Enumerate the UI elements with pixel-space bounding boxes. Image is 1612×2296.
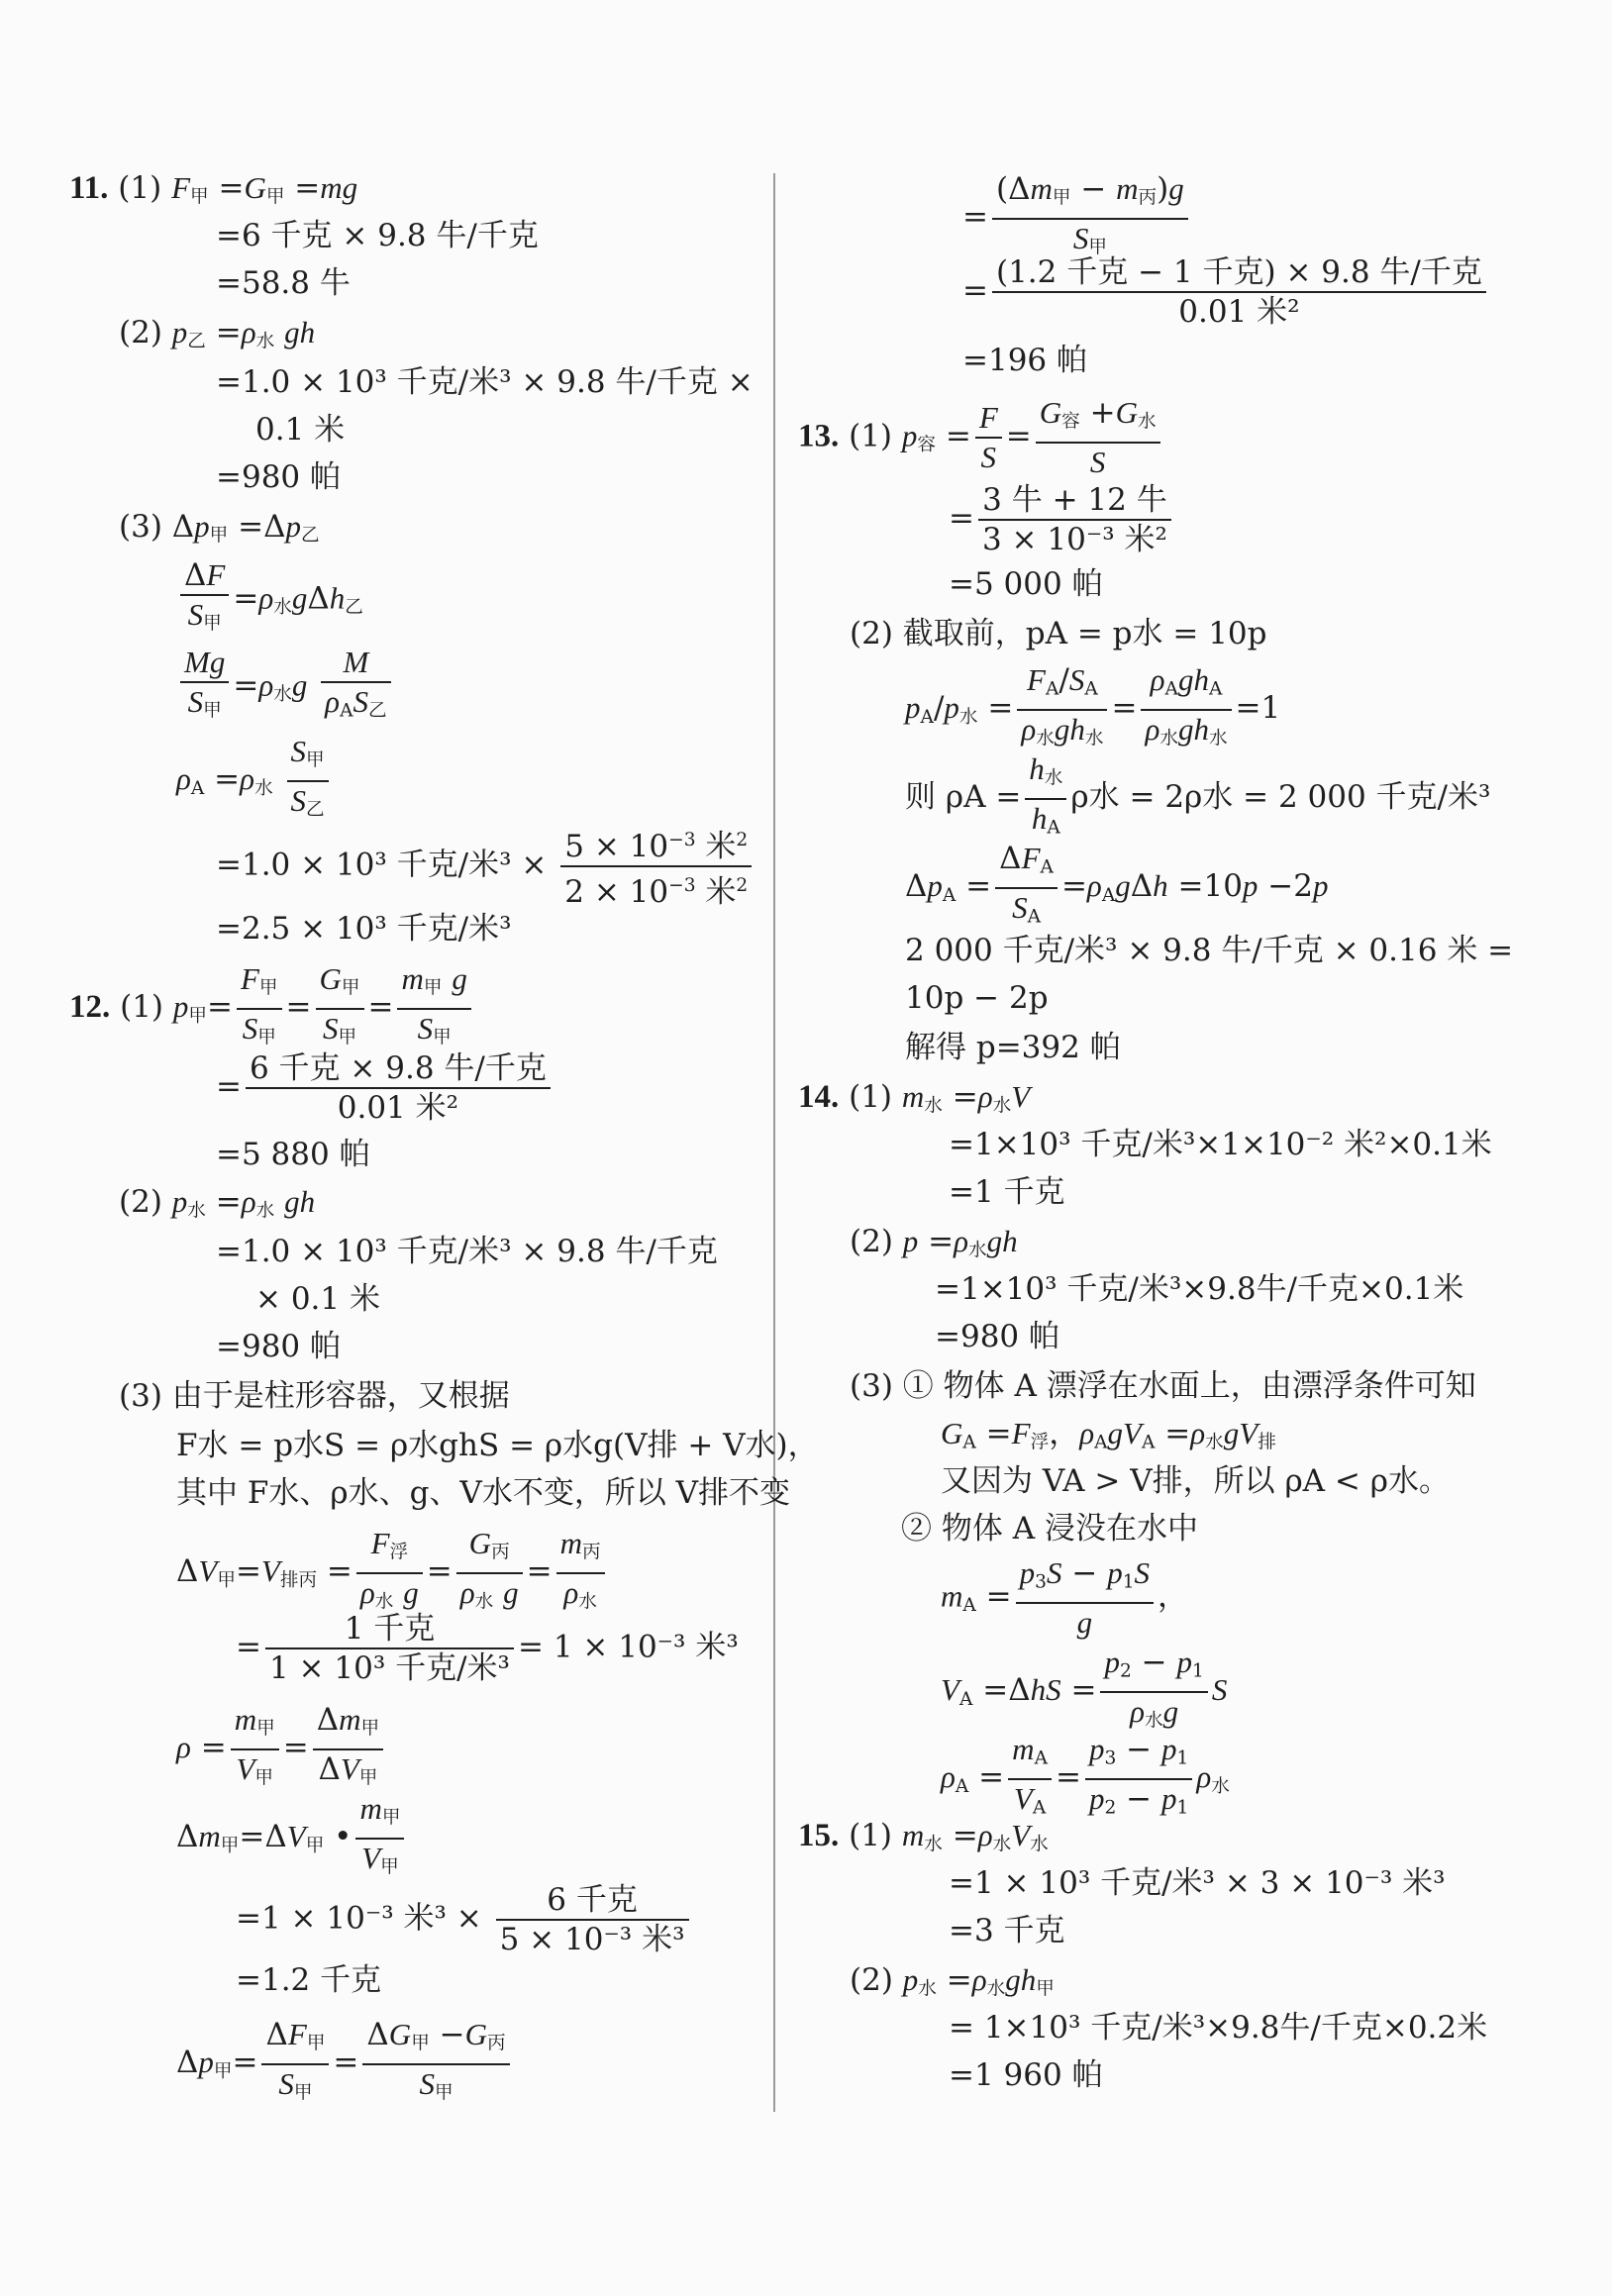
line: ② 物体 A 浸没在水中: [901, 1511, 1198, 1547]
line: =5 880 帕: [216, 1137, 370, 1172]
equation-deltaV-calc: = $\frac{\text{1 千克}}{\text{1 × 10³ 千克/米³}}$ = 1 × 10⁻³ 米³: [236, 1611, 739, 1686]
line: 解得 p=392 帕: [905, 1030, 1121, 1065]
equation-deltap-jia: $\Delta p_甲=$ $\frac{\Delta F_甲}{S_甲}$ = $\frac{\Delta G_甲 -G_丙}{S_甲}$: [176, 2016, 514, 2112]
line: 10p − 2p: [905, 980, 1049, 1016]
equation-deltam: $\Delta m_甲=\Delta V_甲$ • $\frac{m_甲}{V_甲}$: [176, 1790, 408, 1886]
line: =196 帕: [962, 343, 1087, 378]
problem-number-13: 13.: [798, 418, 840, 454]
line: =1 × 10³ 千克/米³ × 3 × 10⁻³ 米³: [949, 1865, 1446, 1901]
denominator: 5 × 10⁻³ 米³: [499, 1922, 685, 1957]
equation-p-jia: = $\frac{\text{6 千克 × 9.8 牛/千克}}{\text{0.01 米²}}$: [216, 1049, 554, 1127]
line: ρ水 = 2ρ水 = 2 000 千克/米³: [1070, 779, 1491, 816]
equation-Mg: $\frac{Mg}{S_甲}$ $=\rho_水g$ $\frac{M}{\rho_AS_乙}$: [176, 644, 395, 731]
problem-number-12: 12.: [69, 989, 111, 1026]
denominator: 0.01 米²: [1178, 294, 1300, 330]
equation-p-rong: = $\frac{\text{3 牛 + 12 牛}}{\text{3 × 10⁻³ 米²}}$: [949, 481, 1175, 558]
numerator: (1.2 千克 − 1 千克) × 9.8 牛/千克: [992, 253, 1486, 293]
line: =1 千克: [949, 1174, 1065, 1210]
problem-15-part1: 15. (1) $m_水 =\rho_水V_水$: [798, 1818, 1049, 1855]
line: =1.0 × 10³ 千克/米³ ×: [216, 847, 548, 883]
line: 0.1 米: [255, 412, 346, 448]
line: =1.0 × 10³ 千克/米³ × 9.8 牛/千克: [216, 1234, 718, 1269]
problem-12-part1: 12. (1) $p_甲=$ $\frac{F_甲}{S_甲}$ = $\frac{G_甲}{S_甲}$ = $\frac{m_甲 g}{S_甲}$: [69, 960, 475, 1056]
equation-rhoA-13: 则 ρA = $\frac{h_水}{h_A}$ ρ水 = 2ρ水 = 2 000 千克/米³: [905, 751, 1491, 839]
line: = 1×10³ 千克/米³×9.8牛/千克×0.2米: [949, 2010, 1488, 2046]
line: =1 960 帕: [949, 2057, 1103, 2093]
line: (3) 由于是柱形容器，又根据: [119, 1378, 510, 1414]
problem-14-floating-eq: $G_A =F_浮$，$\rho_AgV_A =\rho_水gV_排$: [941, 1416, 1276, 1453]
equation-deltap-calc: = $\frac{\text{(1.2 千克 − 1 千克) × 9.8 牛/千克}}{\text{0.01 米²}}$: [962, 253, 1490, 331]
line: =980 帕: [216, 459, 341, 495]
problem-14-part1: 14. (1) $m_水 =\rho_水V$: [798, 1079, 1031, 1117]
equation-deltaV: $\Delta V_甲=V_{排丙}$ = $\frac{F_浮}{\rho_水 g}$ = $\frac{G_丙}{\rho_水 g}$ = $\frac{m_丙}{\rho_水}$: [176, 1525, 609, 1621]
problem-number-14: 14.: [798, 1079, 840, 1115]
line: =58.8 牛: [216, 265, 351, 301]
line: 又因为 VA > V排，所以 ρA < ρ水。: [941, 1463, 1450, 1499]
line: =1.2 千克: [236, 1962, 382, 1998]
denominator: 3 × 10⁻³ 米²: [981, 522, 1167, 557]
denominator: 1 × 10³ 千克/米³: [268, 1650, 510, 1686]
line: =6 千克 × 9.8 牛/千克: [216, 218, 539, 253]
line: =1×10³ 千克/米³×1×10⁻² 米²×0.1米: [949, 1127, 1492, 1162]
line: (3) ① 物体 A 漂浮在水面上，由漂浮条件可知: [850, 1368, 1476, 1404]
equation-rho: ρ = $\frac{m_甲}{V_甲}$ = $\frac{\Delta m_甲}{\Delta V_甲}$: [176, 1701, 387, 1797]
equation-deltam-calc: [236, 1881, 693, 1958]
problem-15-part2: (2) $p_水 =\rho_水gh_甲$: [850, 1962, 1055, 2000]
equation-VA: $V_A =\Delta hS$ = $\frac{p_2 - p_1}{\rho_水g}$ S: [941, 1645, 1228, 1732]
equation-mA: $m_A$ = $\frac{p_3S - p_1S}{g}$ ，: [941, 1555, 1189, 1640]
equation-deltaF: $\frac{\Delta F}{S_甲}$ $=\rho_水g\Delta h_乙$: [176, 556, 363, 644]
problem-11-part1: 11. (1) $F_甲 =G_甲 =mg$: [69, 170, 358, 208]
line: =1×10³ 千克/米³×9.8牛/千克×0.1米: [935, 1271, 1464, 1307]
equation-deltap-cont: = $\frac{(\Delta m_甲 - m_丙)g}{S_甲}$: [962, 170, 1192, 266]
line: 2 000 千克/米³ × 9.8 牛/千克 × 0.16 米 =: [905, 933, 1514, 968]
column-divider: [773, 173, 775, 2112]
line: (2) 截取前，pA = p水 = 10p: [850, 616, 1267, 651]
numerator: 6 千克 × 9.8 牛/千克: [246, 1049, 551, 1089]
line: F水 = p水S = ρ水ghS = ρ水g(V排 + V水)，: [176, 1428, 819, 1463]
line: =980 帕: [935, 1319, 1059, 1354]
line: =2.5 × 10³ 千克/米³: [216, 911, 512, 947]
equation-rhoA-calc: =1.0 × 10³ 千克/米³ × $\frac{5 \times 10^{-3} 米^2}{2 \times 10^{-3} 米^2}$: [216, 822, 756, 911]
line: 则 ρA =: [905, 779, 1022, 816]
problem-number-15: 15.: [798, 1818, 840, 1853]
problem-14-part2: (2) $p =\rho_水gh$: [850, 1224, 1018, 1261]
problem-12-part2: (2) $p_水 =\rho_水$ gh: [119, 1184, 316, 1222]
line: =3 千克: [949, 1913, 1065, 1948]
result: = 1 × 10⁻³ 米³: [518, 1629, 739, 1665]
equation-deltapA: $\Delta p_A$ = $\frac{\Delta F_A}{S_A}$ $=\rho_Ag\Delta h =10p -2p$: [905, 841, 1329, 928]
denominator: 0.01 米²: [337, 1090, 459, 1126]
line: × 0.1 米: [255, 1281, 380, 1317]
line: =1 × 10⁻³ 米³ ×: [236, 1900, 482, 1937]
numerator: 6 千克: [496, 1881, 689, 1921]
equation-rhoA-14: $\rho_A$ = $\frac{m_A}{V_A}$ = $\frac{p_3 - p_1}{p_2 - p_1}$ $\rho_水$: [941, 1732, 1230, 1819]
problem-number-11: 11.: [69, 170, 109, 206]
line: =1.0 × 10³ 千克/米³ × 9.8 牛/千克 ×: [216, 364, 754, 400]
line: =5 000 帕: [949, 566, 1103, 602]
equation-rhoA: $\rho_A =\rho_水$ $\frac{S_甲}{S_乙}$: [176, 733, 333, 829]
problem-11-part2: (2) $p_乙 =\rho_水$ gh: [119, 315, 316, 352]
problem-13-part1: 13. (1) $p_容$ = $\frac{F}{S}$ = $\frac{G_容 +G_水}{S}$: [798, 394, 1164, 481]
numerator: 1 千克: [265, 1610, 514, 1649]
numerator: 3 牛 + 12 牛: [978, 481, 1171, 521]
problem-11-part3: (3) $\Delta p_甲 =\Delta p_乙$: [119, 509, 320, 547]
line: =980 帕: [216, 1329, 341, 1364]
equation-pA-ratio: $p_A/p_水$ = $\frac{F_A/S_A}{\rho_水gh_水}$ = $\frac{\rho_Agh_A}{\rho_水gh_水}$ =1: [905, 662, 1281, 749]
line: 其中 F水、ρ水、g、V水不变，所以 V排不变: [176, 1475, 791, 1511]
